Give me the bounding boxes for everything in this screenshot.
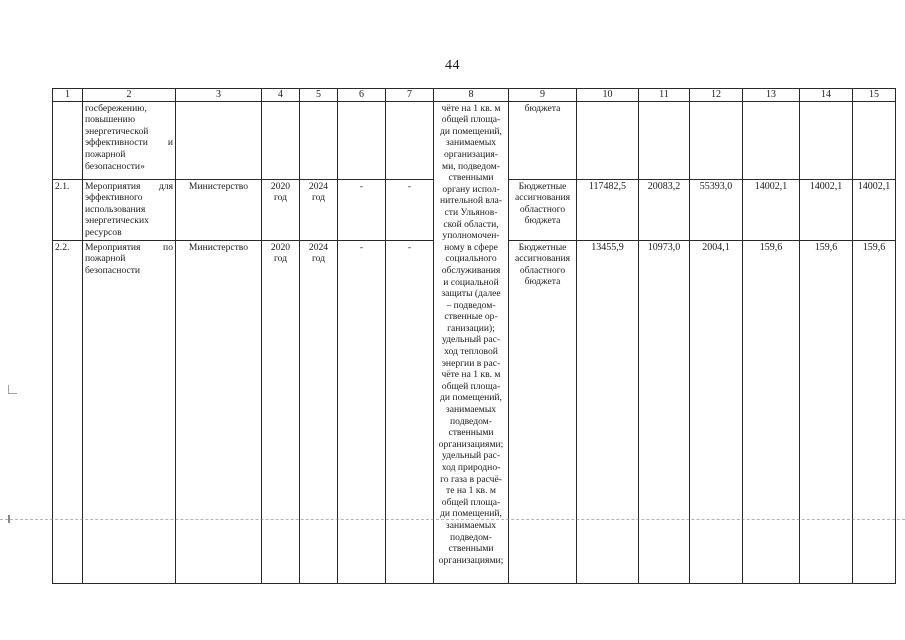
event-name-cell: Мероприятия по пожарной безопасности xyxy=(83,240,176,583)
header-cell: 14 xyxy=(800,89,853,102)
amount-cell: 14002,1 xyxy=(800,179,853,240)
event-name-cell: госбережению, повышению энергетической эффективности и пожарной безопасности» xyxy=(83,101,176,179)
header-cell: 13 xyxy=(743,89,800,102)
funding-source-cell: Бюджетные ассигнования областного бюджета xyxy=(509,179,577,240)
dash-cell: - xyxy=(386,240,434,583)
responsible-cell: Министерство xyxy=(176,240,262,583)
header-cell: 3 xyxy=(176,89,262,102)
year-start-cell: 2020 год xyxy=(262,240,300,583)
event-name-cell: Мероприятия для эффективного использования энергетических ресурсов xyxy=(83,179,176,240)
dash-cell: - xyxy=(338,240,386,583)
budget-table xyxy=(52,88,896,584)
year-end-cell: 2024 год xyxy=(300,240,338,583)
row-number-cell: 2.2. xyxy=(53,240,83,583)
header-cell: 7 xyxy=(386,89,434,102)
amount-cell: 10973,0 xyxy=(639,240,690,583)
scan-mark xyxy=(8,385,17,394)
amount-cell: 20083,2 xyxy=(639,179,690,240)
year-end-cell: 2024 год xyxy=(300,179,338,240)
funding-source-cell: Бюджетные ассигнования областного бюджета xyxy=(509,240,577,583)
header-cell: 4 xyxy=(262,89,300,102)
amount-cell: 159,6 xyxy=(743,240,800,583)
header-cell: 5 xyxy=(300,89,338,102)
amount-cell: 14002,1 xyxy=(743,179,800,240)
scan-fold-line xyxy=(0,519,905,520)
page-number: 44 xyxy=(445,58,460,73)
indicators-cell: чёте на 1 кв. м общей площа- ди помещений, занимаемых организация- ми, подведом- ственными органу испол- нительной вла- сти Ульянов- ской области, уполномочен- ному в сфере социального обслуживания и социальной защиты (далее – подведом- ственные ор- ганизации); удельный рас- ход тепловой энергии в рас- чёте на 1 кв. м общей площа- ди помещений, занимаемых подведом- ственными организациями; удельный рас- ход природно- го газа в расчё- те на 1 кв. м общей площа- ди помещений, занимаемых подведом- ственными организациями; xyxy=(434,101,509,583)
dash-cell: - xyxy=(386,179,434,240)
total-amount-cell: 117482,5 xyxy=(577,179,639,240)
header-cell: 2 xyxy=(83,89,176,102)
header-cell: 9 xyxy=(509,89,577,102)
responsible-cell: Министерство xyxy=(176,179,262,240)
table-row-continued xyxy=(53,101,896,179)
total-amount-cell: 13455,9 xyxy=(577,240,639,583)
year-start-cell: 2020 год xyxy=(262,179,300,240)
scan-mark xyxy=(8,515,16,523)
funding-source-cell: бюджета xyxy=(509,101,577,179)
header-cell: 1 xyxy=(53,89,83,102)
amount-cell: 2004,1 xyxy=(690,240,743,583)
header-cell: 8 xyxy=(434,89,509,102)
header-cell: 12 xyxy=(690,89,743,102)
amount-cell: 159,6 xyxy=(800,240,853,583)
amount-cell: 55393,0 xyxy=(690,179,743,240)
header-row xyxy=(53,89,896,102)
header-cell: 6 xyxy=(338,89,386,102)
dash-cell: - xyxy=(338,179,386,240)
header-cell: 10 xyxy=(577,89,639,102)
header-cell: 15 xyxy=(853,89,896,102)
header-cell: 11 xyxy=(639,89,690,102)
amount-cell: 159,6 xyxy=(853,240,896,583)
amount-cell: 14002,1 xyxy=(853,179,896,240)
row-number-cell: 2.1. xyxy=(53,179,83,240)
